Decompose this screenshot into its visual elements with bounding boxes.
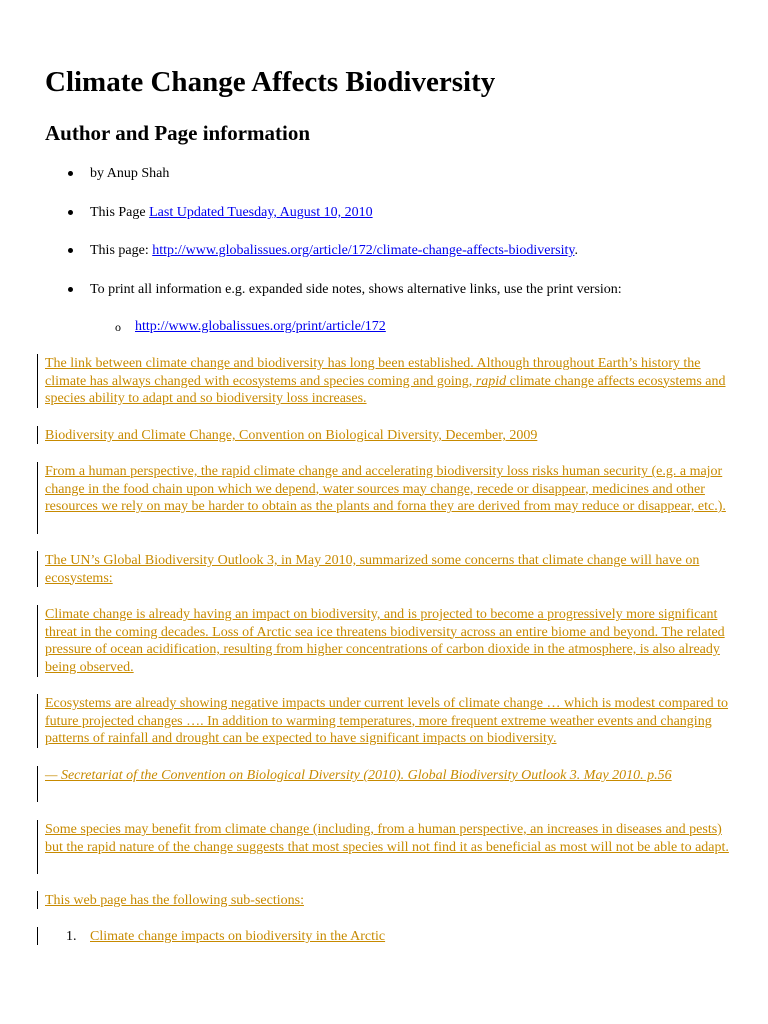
change-bar [37, 891, 38, 909]
print-version-link[interactable]: http://www.globalissues.org/print/article/172 [135, 319, 386, 334]
last-updated-line [90, 204, 373, 222]
page-url-line [90, 242, 578, 260]
last-updated-link[interactable]: Last Updated Tuesday, August 10, 2010 [149, 205, 373, 220]
quote-paragraph-2: Ecosystems are already showing negative impacts under current levels of climate change … which is modest compared to future projected changes …. In addition to warming temperatures, more frequent extreme weather events and changing patterns of rainfall and drought can be expected to have significant impacts on biodiversity. [45, 696, 729, 746]
paragraph-intro: The link between climate change and biodiversity has long been established. Although throughout Earth’s history the climate has always changed with ecosystems and species coming and going, rapid climate change affects ecosystems and species ability to adapt and so biodiversity loss increases. [45, 356, 726, 406]
quote-citation: — Secretariat of the Convention on Biological Diversity (2010). Global Biodiversity Outlook 3. May 2010. p.56 [45, 768, 672, 783]
paragraph-source-cbd: Biodiversity and Climate Change, Convention on Biological Diversity, December, 2009 [45, 428, 538, 443]
page-url-link[interactable]: http://www.globalissues.org/article/172/climate-change-affects-biodiversity [152, 243, 575, 258]
print-info-line: To print all information e.g. expanded side notes, shows alternative links, use the print version: [90, 282, 622, 297]
paragraph-human-perspective: From a human perspective, the rapid climate change and accelerating biodiversity loss risks human security (e.g. a major change in the food chain upon which we depend, water sources may change, recede or disappear, medicines and other resources we rely on may be harder to obtain as the plants and forna they are derived from may reduce or disappear, etc.). [45, 464, 726, 514]
change-bar [37, 927, 38, 945]
print-link-item [135, 318, 386, 336]
author-line: by Anup Shah [90, 166, 170, 181]
page-url-suffix: . [574, 243, 578, 258]
change-bar [37, 820, 38, 874]
paragraph-subsections-intro: This web page has the following sub-sections: [45, 893, 304, 908]
last-updated-prefix: This Page [90, 205, 150, 220]
subsection-number: 1. [66, 929, 77, 944]
paragraph-un-outlook: The UN’s Global Biodiversity Outlook 3, in May 2010, summarized some concerns that climate change will have on ecosystems: [45, 553, 700, 586]
page-url-prefix: This page: [90, 243, 153, 258]
quote-paragraph-1: Climate change is already having an impact on biodiversity, and is projected to become a progressively more significant threat in the coming decades. Loss of Arctic sea ice threatens biodiversity across an entire biome and beyond. The related pressure of ocean acidification, resulting from higher concentrations of carbon dioxide in the atmosphere, is also already being observed. [45, 607, 725, 675]
change-bar [37, 766, 38, 802]
paragraph-species-benefit: Some species may benefit from climate change (including, from a human perspective, an increases in diseases and pests) but the rapid nature of the change suggests that most species will not find it as beneficial as most will not be able to adapt. [45, 822, 729, 855]
change-bar [37, 605, 38, 677]
change-bar [37, 694, 38, 748]
section-heading-author-info: Author and Page information [45, 121, 311, 145]
page-title: Climate Change Affects Biodiversity [45, 66, 496, 98]
change-bar [37, 462, 38, 534]
change-bar [37, 426, 38, 444]
change-bar [37, 551, 38, 587]
change-bar [37, 354, 38, 408]
subsection-link-arctic[interactable]: Climate change impacts on biodiversity in the Arctic [90, 929, 386, 944]
